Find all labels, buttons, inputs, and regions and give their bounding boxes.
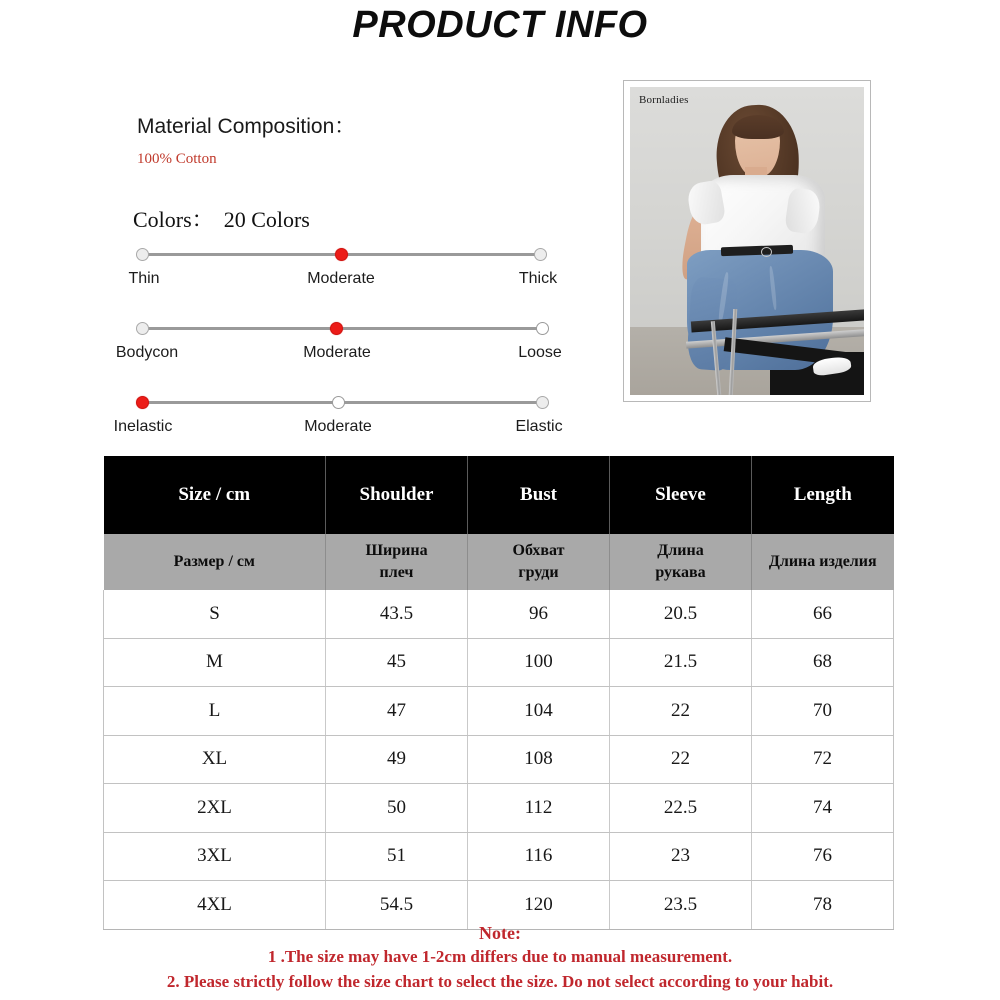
table-row bbox=[104, 832, 894, 881]
column-header-en-2: Bust bbox=[468, 456, 610, 534]
cell-measure: 66 bbox=[752, 590, 894, 638]
cell-measure: 45 bbox=[326, 638, 468, 687]
slider-fit[interactable] bbox=[115, 327, 562, 373]
slider-label-left: Bodycon bbox=[115, 344, 179, 361]
column-header-en-1: Shoulder bbox=[326, 456, 468, 534]
cell-measure: 23.5 bbox=[610, 881, 752, 930]
table-header-row-en bbox=[104, 456, 894, 534]
cell-measure: 112 bbox=[468, 784, 610, 833]
cell-measure: 21.5 bbox=[610, 638, 752, 687]
slider-knob-middle[interactable] bbox=[330, 322, 343, 335]
slider-label-right: Thick bbox=[518, 270, 558, 287]
table-row bbox=[104, 687, 894, 736]
cell-size: 3XL bbox=[104, 832, 326, 881]
cell-measure: 22 bbox=[610, 735, 752, 784]
cell-measure: 108 bbox=[468, 735, 610, 784]
column-header-ru-1: Ширина плеч bbox=[326, 534, 468, 590]
slider-knob-left[interactable] bbox=[136, 396, 149, 409]
size-chart-table bbox=[103, 456, 894, 930]
column-header-ru-4: Длина изделия bbox=[752, 534, 894, 590]
colors-label: Colors： bbox=[133, 207, 214, 232]
page-title: PRODUCT INFO bbox=[352, 4, 648, 46]
slider-thickness[interactable] bbox=[128, 253, 558, 299]
cell-measure: 76 bbox=[752, 832, 894, 881]
slider-knob-right[interactable] bbox=[536, 396, 549, 409]
note-line-2: 2. Please strictly follow the size chart to select the size. Do not select according to your habit. bbox=[166, 971, 834, 991]
cell-size: M bbox=[104, 638, 326, 687]
cell-size: S bbox=[104, 590, 326, 638]
cell-measure: 120 bbox=[468, 881, 610, 930]
cell-measure: 70 bbox=[752, 687, 894, 736]
column-header-ru-0: Размер / см bbox=[104, 534, 326, 590]
slider-knob-right[interactable] bbox=[534, 248, 547, 261]
cell-measure: 49 bbox=[326, 735, 468, 784]
table-row bbox=[104, 638, 894, 687]
slider-label-left: Thin bbox=[128, 270, 160, 287]
cell-measure: 23 bbox=[610, 832, 752, 881]
column-header-en-3: Sleeve bbox=[610, 456, 752, 534]
product-photo-frame[interactable] bbox=[623, 80, 871, 402]
cell-measure: 104 bbox=[468, 687, 610, 736]
note-line-1: 1 .The size may have 1-2cm differs due to manual measurement. bbox=[267, 947, 733, 967]
slider-knob-right[interactable] bbox=[536, 322, 549, 335]
slider-label-right: Elastic bbox=[515, 418, 563, 435]
size-chart-body bbox=[104, 590, 894, 929]
column-header-ru-2: Обхват груди bbox=[468, 534, 610, 590]
column-header-en-0: Size / cm bbox=[104, 456, 326, 534]
slider-knob-left[interactable] bbox=[136, 248, 149, 261]
cell-size: XL bbox=[104, 735, 326, 784]
cell-measure: 74 bbox=[752, 784, 894, 833]
cell-measure: 22.5 bbox=[610, 784, 752, 833]
cell-measure: 43.5 bbox=[326, 590, 468, 638]
slider-label-middle: Moderate bbox=[303, 344, 371, 361]
cell-size: L bbox=[104, 687, 326, 736]
cell-size: 2XL bbox=[104, 784, 326, 833]
material-composition-label: Material Composition： bbox=[137, 115, 356, 138]
cell-measure: 72 bbox=[752, 735, 894, 784]
table-row bbox=[104, 735, 894, 784]
colors-value: 20 Colors bbox=[223, 207, 310, 232]
belt-buckle-icon bbox=[761, 247, 772, 257]
table-row bbox=[104, 784, 894, 833]
product-photo bbox=[630, 87, 864, 395]
brand-watermark: Bornladies bbox=[639, 94, 689, 106]
cell-measure: 54.5 bbox=[326, 881, 468, 930]
note-title: Note: bbox=[479, 923, 521, 943]
slider-label-left: Inelastic bbox=[113, 418, 173, 435]
slider-knob-middle[interactable] bbox=[335, 248, 348, 261]
cell-measure: 68 bbox=[752, 638, 894, 687]
cell-measure: 22 bbox=[610, 687, 752, 736]
slider-elasticity[interactable] bbox=[113, 401, 563, 447]
slider-knob-left[interactable] bbox=[136, 322, 149, 335]
slider-label-middle: Moderate bbox=[304, 418, 372, 435]
cell-measure: 100 bbox=[468, 638, 610, 687]
model-bangs-icon bbox=[732, 115, 784, 139]
slider-label-right: Loose bbox=[518, 344, 562, 361]
note-block bbox=[0, 921, 1000, 995]
cell-measure: 50 bbox=[326, 784, 468, 833]
table-header-row-ru bbox=[104, 534, 894, 590]
column-header-ru-3: Длина рукава bbox=[610, 534, 752, 590]
cell-measure: 78 bbox=[752, 881, 894, 930]
cell-measure: 20.5 bbox=[610, 590, 752, 638]
table-row bbox=[104, 590, 894, 638]
cell-measure: 51 bbox=[326, 832, 468, 881]
column-header-en-4: Length bbox=[752, 456, 894, 534]
material-composition-value: 100% Cotton bbox=[137, 151, 217, 167]
cell-measure: 96 bbox=[468, 590, 610, 638]
colors-line bbox=[133, 203, 310, 234]
slider-knob-middle[interactable] bbox=[332, 396, 345, 409]
cell-size: 4XL bbox=[104, 881, 326, 930]
cell-measure: 116 bbox=[468, 832, 610, 881]
slider-label-middle: Moderate bbox=[307, 270, 375, 287]
cell-measure: 47 bbox=[326, 687, 468, 736]
